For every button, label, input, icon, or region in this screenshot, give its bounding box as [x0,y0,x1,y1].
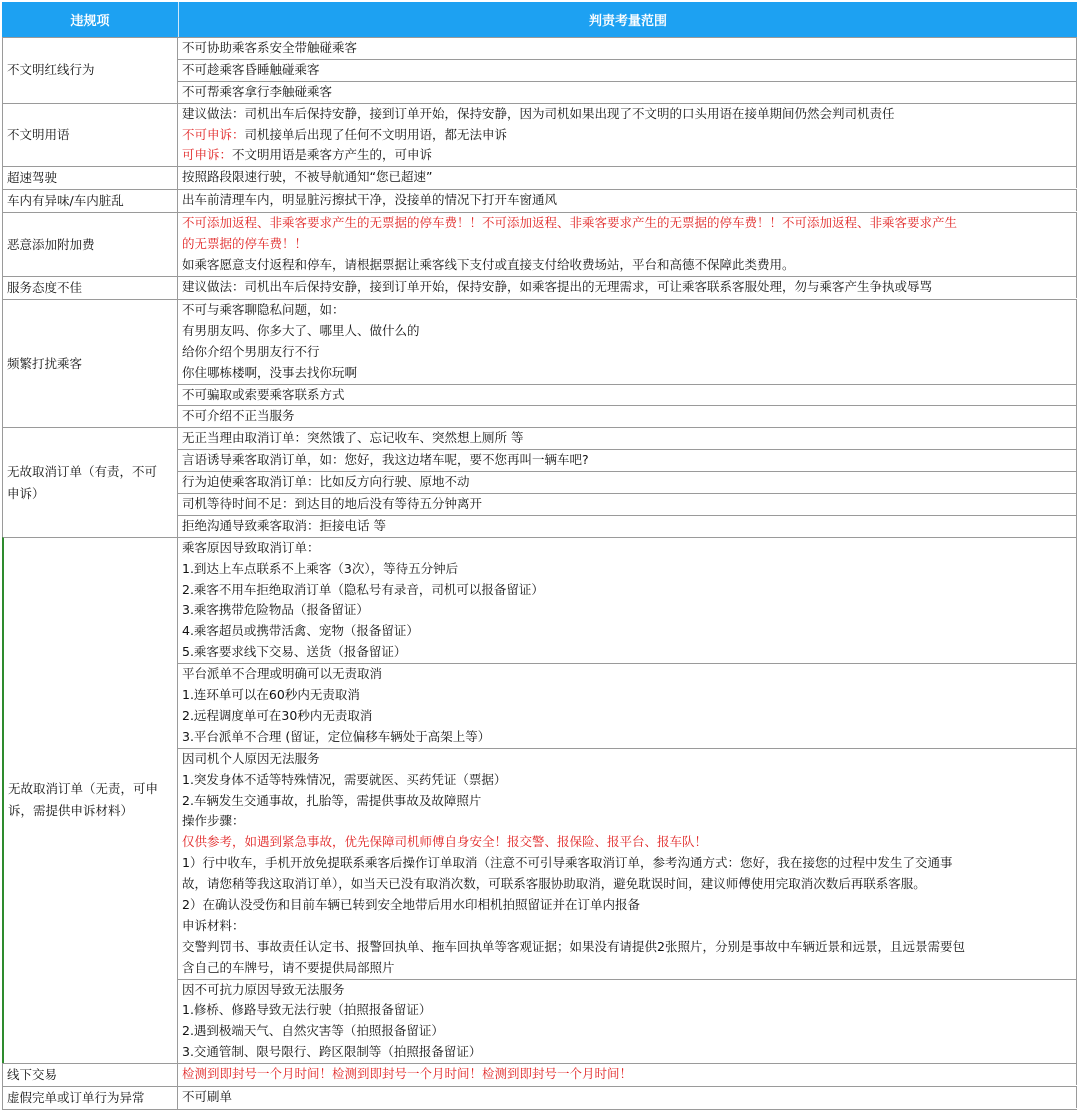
scope-cell [178,166,1077,188]
scope-text: 故，请您稍等我这取消订单），如当天已没有取消次数，可联系客服协助取消，避免耽误时间，建议师傅使用完取消次数后再联系客服。 [182,876,926,892]
table-header [2,2,1077,37]
scope-text: 含自己的车牌号，请不要提供局部照片 [182,959,395,975]
table-row [2,37,1077,103]
scope-line [182,664,1072,685]
scope-line [182,770,1072,791]
scope-text: 拒绝沟通导致乘客取消：拒接电话 等 [182,517,386,533]
scope-text: 不可与乘客聊隐私问题，如： [182,302,345,318]
scope-line [182,363,1072,384]
scope-line [182,385,1072,406]
scope-line [182,342,1072,363]
scope-line [182,580,1072,601]
scope-cell [178,1063,1077,1085]
scope-line [182,958,1072,979]
scope-text: 1.到达上车点联系不上乘客（3次），等待五分钟后 [182,560,459,576]
scope-text: 1）行中收车，手机开放免提联系乘客后操作订单取消（注意不可引导乘客取消订单，参考沟通方式：您好，我在接您的过程中发生了交通事 [182,855,953,871]
category-text: 服务态度不佳 [7,280,83,296]
scope-line [182,300,1072,321]
scope-text: 2）在确认没受伤和目前车辆已转到安全地带后用水印相机拍照留证并在订单内报备 [182,896,640,912]
scope-text: 交警判罚书、事故责任认定书、报警回执单、拖车回执单等客观证据；如果没有请提供2张照片，分别是事故中车辆近景和远景，且远景需要包 [182,938,965,954]
scope-line [182,811,1072,832]
scope-cell [178,37,1077,59]
scope-line [182,1064,1072,1085]
table-row [2,276,1077,299]
scope-text: 不可骗取或索要乘客联系方式 [182,386,345,402]
table-row [2,212,1077,276]
scope-line [182,1087,1072,1108]
scope-text: 无正当理由取消订单：突然饿了、忘记收车、突然想上厕所 等 [182,430,524,446]
violation-table [2,2,1077,1110]
category-text: 不文明红线行为 [7,62,95,78]
violation-category [3,103,178,167]
scope-line [182,82,1072,103]
header-scope: 判责考量范围 [588,14,667,29]
scope-line [182,895,1072,916]
table-body [2,37,1077,1110]
scope-line [182,853,1072,874]
scope-cell [178,276,1077,298]
scope-text: 建议做法：司机出车后保持安静，接到订单开始，保持安静，如乘客提出的无理需求，可让乘客联系客服处理，勿与乘客产生争执或辱骂 [182,279,933,295]
scope-cell [178,427,1077,449]
scope-cell [178,212,1077,276]
category-text: 车内有异味/车内脏乱 [7,193,124,209]
scope-line [182,1042,1072,1063]
scope-text: 2.车辆发生交通事故，扎胎等，需提供事故及故障照片 [182,792,482,808]
scope-line [182,472,1072,493]
scope-text: 不可帮乘客拿行李触碰乘客 [182,83,333,99]
red-warning-text: 检测到即封号一个月时间！检测到即封号一个月时间！检测到即封号一个月时间！ [182,1066,633,1082]
scope-text: 操作步骤： [182,813,245,829]
scope-line [182,494,1072,515]
violation-category [3,276,178,299]
scope-line [182,516,1072,537]
category-text: 诉，需提供申诉材料） [8,803,134,819]
scope-text: 有男朋友吗、你多大了、哪里人、做什么的 [182,322,420,338]
scope-text: 3.平台派单不合理 (留证，定位偏移车辆处于高架上等） [182,728,491,744]
table-row [2,103,1077,167]
scope-text: 5.乘客要求线下交易、送货（报备留证） [182,644,407,660]
red-warning-text: 的无票据的停车费！！ [182,236,308,252]
scope-line [182,321,1072,342]
scope-line [182,38,1072,59]
scope-text: 按照路段限速行驶，不被导航通知“您已超速” [182,169,433,185]
violation-category [3,299,178,427]
scope-line [182,685,1072,706]
scope-text: 3.乘客携带危险物品（报备留证） [182,602,369,618]
table-row [2,189,1077,212]
scope-text: 出车前清理车内，明显脏污擦拭干净，没接单的情况下打开车窗通风 [182,192,558,208]
scope-text: 不文明用语是乘客方产生的，可申诉 [232,147,433,163]
category-text: 不文明用语 [7,127,70,142]
scope-text: 言语诱导乘客取消订单，如：您好，我这边堵车呢，要不您再叫一辆车吧? [182,452,589,468]
scope-line [182,125,1072,146]
scope-cell [178,1086,1077,1108]
scope-line [182,916,1072,937]
category-text: 虚假完单或订单行为异常 [7,1090,145,1106]
scope-line [182,167,1072,188]
scope-cell [178,979,1077,1064]
scope-line [182,538,1072,559]
header-violation: 违规项 [2,2,179,37]
scope-line [182,406,1072,427]
scope-cell [178,81,1077,103]
scope-text: 不可刷单 [182,1089,233,1105]
red-warning-text: 可申诉： [182,147,233,163]
scope-text: 给你介绍个男朋友行不行 [182,343,320,359]
table-row [2,299,1077,427]
scope-line [182,791,1072,812]
scope-line [182,727,1072,748]
violation-category [3,1063,178,1086]
scope-line [182,980,1072,1001]
scope-text: 1.连环单可以在60秒内无责取消 [182,687,360,703]
scope-text: 司机接单后出现了任何不文明用语，都无法申诉 [244,126,508,142]
scope-text: 2.远程调度单可在30秒内无责取消 [182,707,373,723]
violation-category [2,537,178,1063]
scope-text: 4.乘客超员或携带活禽、宠物（报备留证） [182,623,419,639]
category-text: 申诉） [7,485,45,501]
scope-text: 平台派单不合理或明确可以无责取消 [182,666,383,682]
scope-line [182,277,1072,298]
scope-cell [178,449,1077,471]
category-text: 无故取消订单（有责，不可 [7,463,158,479]
category-text: 无故取消订单（无责，可申 [8,781,159,797]
scope-text: 你住哪栋楼啊，没事去找你玩啊 [182,364,358,380]
scope-text: 不可介绍不正当服务 [182,408,295,424]
scope-line [182,559,1072,580]
scope-cell [178,748,1077,979]
scope-line [182,450,1072,471]
scope-cell [178,493,1077,515]
scope-line [182,937,1072,958]
violation-category [3,189,178,212]
scope-line [182,832,1072,853]
scope-cell [178,189,1077,211]
scope-line [182,621,1072,642]
red-warning-text: 不可申诉： [182,126,245,142]
scope-text: 2.遇到极端天气、自然灾害等（拍照报备留证） [182,1023,444,1039]
scope-text: 行为迫使乘客取消订单：比如反方向行驶、原地不动 [182,474,470,490]
scope-text: 乘客原因导致取消订单： [182,539,320,555]
scope-text: 不可趁乘客昏睡触碰乘客 [182,61,320,77]
scope-text: 因司机个人原因无法服务 [182,750,320,766]
scope-cell [178,663,1077,748]
scope-text: 如乘客愿意支付返程和停车，请根据票据让乘客线下支付或直接支付给收费场站，平台和高德不保障此类费用。 [182,257,795,273]
table-row [2,166,1077,189]
scope-text: 1.修桥、修路导致无法行驶（拍照报备留证） [182,1002,432,1018]
scope-text: 司机等待时间不足：到达目的地后没有等待五分钟离开 [182,496,483,512]
violation-category [3,37,178,103]
scope-line [182,255,1072,276]
scope-line [182,874,1072,895]
red-warning-text: 仅供参考，如遇到紧急事故，优先保障司机师傅自身安全！报交警、报保险、报平台、报车队！ [182,834,708,850]
violation-category [3,427,178,536]
scope-line [182,213,1072,234]
scope-line [182,600,1072,621]
scope-line [182,234,1072,255]
scope-cell [178,515,1077,537]
scope-text: 1.突发身体不适等特殊情况，需要就医、买药凭证（票据） [182,771,507,787]
category-text: 频繁打扰乘客 [7,355,83,371]
scope-line [182,749,1072,770]
scope-line [182,104,1072,125]
scope-text: 3.交通管制、限号限行、跨区限制等（拍照报备留证） [182,1044,482,1060]
scope-line [182,60,1072,81]
table-row [2,1063,1077,1086]
scope-text: 建议做法：司机出车后保持安静，接到订单开始，保持安静，因为司机如果出现了不文明的口头用语在接单期间仍然会判司机责任 [182,105,895,121]
category-text: 超速驾驶 [7,170,58,186]
scope-text: 2.乘客不用车拒绝取消订单（隐私号有录音，司机可以报备留证） [182,581,544,597]
scope-text: 因不可抗力原因导致无法服务 [182,981,345,997]
scope-cell [178,103,1077,167]
scope-line [182,706,1072,727]
scope-line [182,1021,1072,1042]
violation-category [3,1086,178,1109]
scope-line [182,190,1072,211]
category-text: 恶意添加附加费 [7,236,95,252]
scope-cell [178,537,1077,663]
scope-cell [178,405,1077,427]
scope-line [182,642,1072,663]
scope-cell [178,471,1077,493]
scope-text: 不可协助乘客系安全带触碰乘客 [182,40,358,55]
scope-cell [178,299,1077,384]
violation-category [3,212,178,276]
scope-line [182,428,1072,449]
red-warning-text: 不可添加返程、非乘客要求产生的无票据的停车费！！不可添加返程、非乘客要求产生的无票据的停车费！！不可添加返程、非乘客要求产生 [182,215,958,231]
table-row [2,537,1077,1063]
scope-cell [178,59,1077,81]
scope-cell [178,384,1077,406]
scope-text: 申诉材料： [182,917,245,933]
table-row [2,427,1077,536]
scope-line [182,145,1072,166]
category-text: 线下交易 [7,1067,58,1083]
violation-category [3,166,178,189]
table-row [2,1086,1077,1110]
scope-line [182,1000,1072,1021]
